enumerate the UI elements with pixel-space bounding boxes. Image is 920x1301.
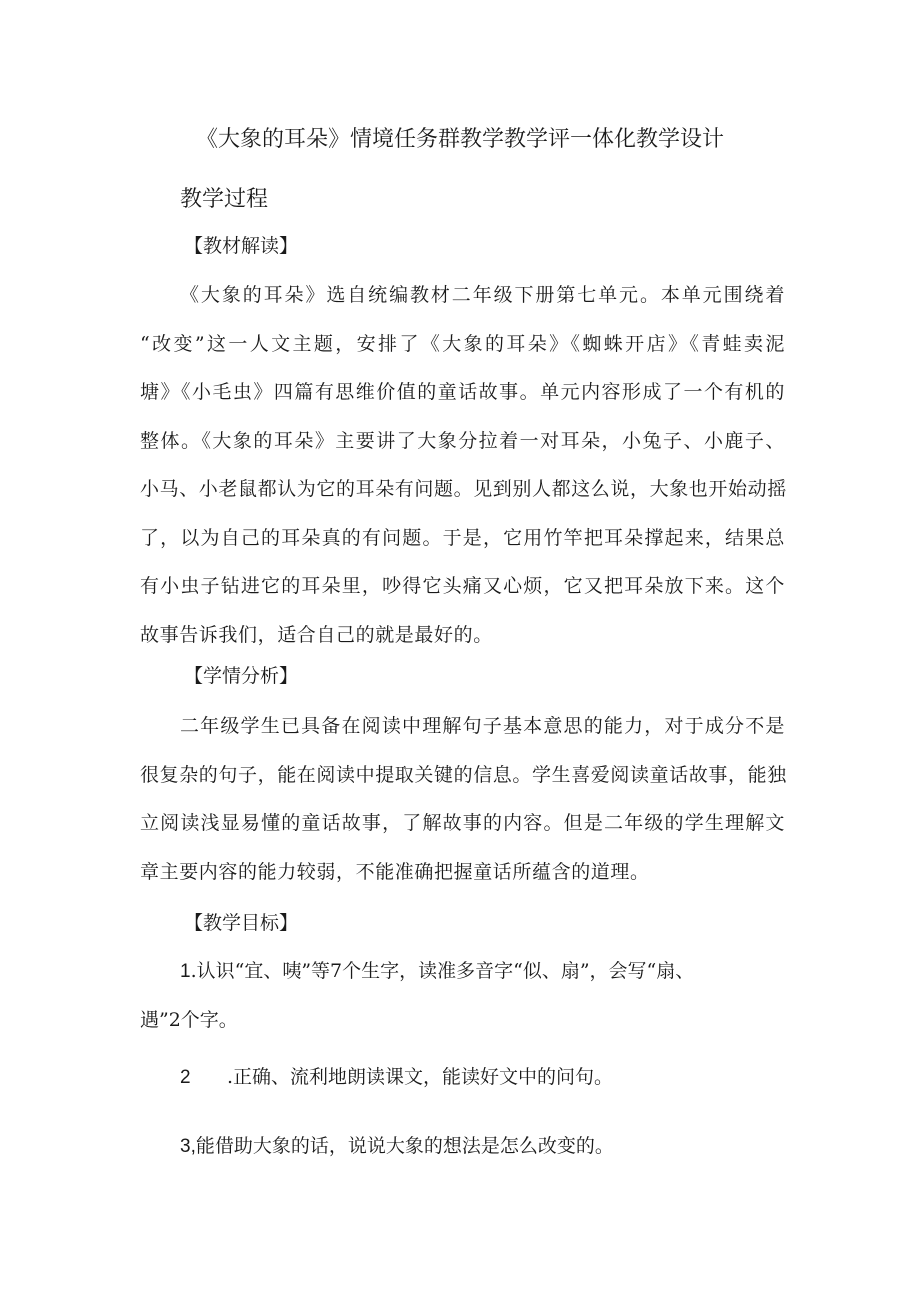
paragraph-line: 很复杂的句子，能在阅读中提取关键的信息。学生喜爱阅读童话故事，能独 xyxy=(140,763,787,786)
paragraph-line: 了，以为自己的耳朵真的有问题。于是，它用竹竿把耳朵撑起来，结果总 xyxy=(140,526,785,549)
goal-item-2 xyxy=(180,1062,613,1093)
goal-text: 能借助大象的话，说说大象的想法是怎么改变的。 xyxy=(195,1135,614,1157)
goal-text: .认识“宜、咦”等7个生字，读准多音字“似、扇”，会写“扇、 xyxy=(190,960,695,982)
goal-item-3 xyxy=(180,1131,614,1162)
paragraph-line: 二年级学生已具备在阅读中理解句子基本意思的能力，对于成分不是 xyxy=(180,715,785,737)
paragraph-line: 整体。《大象的耳朵》主要讲了大象分拉着一对耳朵，小兔子、小鹿子、 xyxy=(140,429,785,452)
heading-textbook-analysis: 【教材解读】 xyxy=(184,235,299,257)
heading-teaching-goals: 【教学目标】 xyxy=(184,912,299,934)
goal-item-1-continued xyxy=(140,1005,238,1035)
section-title-teaching-process: 教学过程 xyxy=(180,187,269,212)
paragraph-line: 《大象的耳朵》选自统编教材二年级下册第七单元。本单元围绕着 xyxy=(180,284,785,306)
paragraph-line: 故事告诉我们，适合自己的就是最好的。 xyxy=(140,623,493,646)
heading-learner-analysis: 【学情分析】 xyxy=(184,665,299,687)
paragraph-line: 章主要内容的能力较弱，不能准确把握童话所蕴含的道理。 xyxy=(140,860,650,883)
paragraph-line: 塘》《小毛虫》四篇有思维价值的童话故事。单元内容形成了一个有机的 xyxy=(140,381,785,403)
goal-number: 3, xyxy=(180,1136,196,1157)
goal-item-1 xyxy=(180,956,694,987)
paragraph-textbook-analysis xyxy=(140,271,785,659)
document-title: 《大象的耳朵》情境任务群教学教学评一体化教学设计 xyxy=(195,127,724,152)
goal-number: 2 xyxy=(180,1067,191,1088)
goal-number: 1 xyxy=(180,961,191,982)
paragraph-line: 小马、小老鼠都认为它的耳朵有问题。见到别人都这么说，大象也开始动摇 xyxy=(140,478,787,500)
goal-text: 遇”2个字。 xyxy=(140,1009,238,1031)
paragraph-learner-analysis xyxy=(140,702,785,896)
paragraph-line: 有小虫子钻进它的耳朵里，吵得它头痛又心烦，它又把耳朵放下来。这个 xyxy=(140,575,785,597)
paragraph-line: 立阅读浅显易懂的童话故事，了解故事的内容。但是二年级的学生理解文 xyxy=(140,812,785,834)
paragraph-line: “改变”这一人文主题，安排了《大象的耳朵》《蜘蛛开店》《青蛙卖泥 xyxy=(140,332,785,355)
goal-text: .正确、流利地朗读课文，能读好文中的问句。 xyxy=(227,1066,614,1088)
